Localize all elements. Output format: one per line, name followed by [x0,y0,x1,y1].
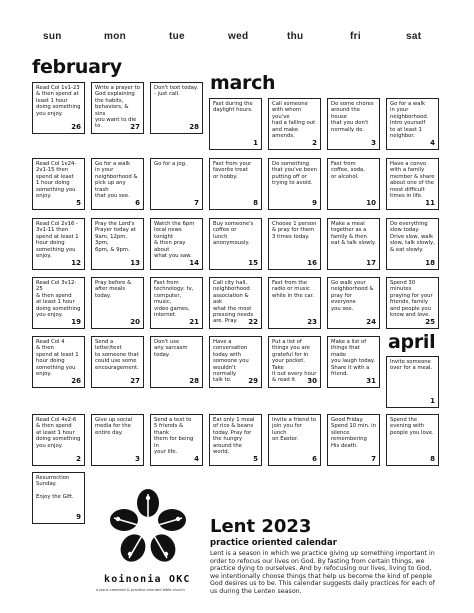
description: Lent is a season in which we practice giving up something important in order to refocus our lives on God. By fasting from certain things, we practice dying to ourselves. And by refocusing our lives, living to God, we intentionally choose things that help us become the kind of people God desires us to be. This calendar suggests daily practices for each of us during the Lenten season. [210,550,435,595]
day-text: Read Col 3v12-25 & then spend at least 1 hour doing something you enjoy. [36,280,81,319]
day-cell [327,98,380,150]
day-number: 14 [189,259,199,267]
day-cell [386,277,439,329]
day-number: 25 [425,318,435,326]
day-cell [386,158,439,210]
day-number: 17 [366,259,376,267]
day-number: 9 [312,199,317,207]
day-number: 3 [371,139,376,147]
day-text: Watch the 6pm local news tonight & then pray about what you saw. [154,221,195,260]
day-number: 10 [366,199,376,207]
day-text: Fast during the daylight hours. [213,101,253,114]
day-text: Do something that you've been putting off or trying to avoid. [272,161,317,187]
day-text: Pray before & after meals today. [95,280,132,299]
day-number: 15 [248,259,258,267]
day-cell [91,82,144,134]
day-number: 5 [253,455,258,463]
day-number: 30 [307,377,317,385]
day-cell [268,414,321,466]
day-cell [209,218,262,270]
day-text: Read Col 1v24- 2v1-15 then spend at least 1 hour doing something you enjoy. [36,161,77,200]
day-cell [32,414,85,466]
day-number: 22 [248,318,258,326]
day-text: Don't use any sarcasm today. [154,339,188,358]
day-cell [150,336,203,388]
dow-wed: wed [228,31,249,42]
day-text: Send a letter/text to someone that could use some encouragement. [95,339,139,371]
day-number: 28 [189,377,199,385]
day-number: 11 [425,199,435,207]
day-number: 4 [194,455,199,463]
day-text: Spend 30 minutes praying for your friends, family and people you know and love. [390,280,433,319]
day-number: 3 [135,455,140,463]
day-text: Call city hall, neighborhood association & ask what the most pressing needs are. Pray. [213,280,254,325]
brand-name: koinonia OKC [104,574,191,585]
dow-sat: sat [406,31,422,42]
day-text: Choose 1 person & pray for them 3 times today. [272,221,317,240]
day-number: 1 [253,139,258,147]
day-number: 16 [307,259,317,267]
day-text: Put a list of things you are grateful for in your pocket. Take it out every hour & read it. [272,339,317,384]
day-cell [209,336,262,388]
day-text: Read Col 4v2-6 & then spend at least 1 hour doing something you enjoy. [36,417,81,449]
day-cell [327,336,380,388]
day-text: Have a convo with a family member & share about one of the most difficult times in life. [390,161,435,200]
day-number: 5 [76,199,81,207]
day-cell [386,356,439,408]
day-number: 24 [366,318,376,326]
page-subtitle: practice oriented calendar [210,538,337,548]
month-march: march [210,72,276,94]
day-text: Do everything slow today. Drive slow, walk slow, talk slowly, & eat slowly. [390,221,435,253]
day-cell [91,336,144,388]
dow-thu: thu [287,31,304,42]
day-text: Have a conversation today with someone you wouldn't normally talk to. [213,339,249,384]
day-text: Invite someone over for a meal. [390,359,433,372]
day-cell [327,277,380,329]
day-cell [91,158,144,210]
day-number: 6 [135,199,140,207]
dow-mon: mon [104,31,127,42]
day-cell [327,158,380,210]
day-text: Read Col 1v1-23 & then spend at least 1 hour doing something you enjoy. [36,85,81,117]
day-number: 13 [130,259,140,267]
day-cell [327,218,380,270]
day-cell [268,336,321,388]
day-number: 1 [430,397,435,405]
day-number: 27 [130,123,140,131]
day-cell [32,82,85,134]
day-cell [91,218,144,270]
day-cell [32,158,85,210]
day-cell [32,218,85,270]
day-cell [32,277,85,329]
day-cell [386,218,439,270]
day-number: 31 [366,377,376,385]
day-text: Read Col 2v16 - 3v1-11 then spend at least 1 hour doing something you enjoy. [36,221,79,260]
day-text: Make a meal together as a family & then eat & talk slowly. [331,221,376,247]
day-cell [150,158,203,210]
month-february: february [32,56,122,78]
day-text: Buy someone's coffee or lunch anonymously. [213,221,254,247]
day-cell [386,98,439,150]
day-cell [150,82,203,134]
day-text: Good Friday. Spend 10 min. in silence remembering His death. [331,417,376,449]
day-number: 20 [130,318,140,326]
day-text: Fast from the radio or music while in the car. [272,280,314,299]
day-number: 4 [430,139,435,147]
day-number: 6 [312,455,317,463]
day-number: 23 [307,318,317,326]
day-number: 19 [71,318,81,326]
day-cell [209,414,262,466]
day-cell [386,414,439,466]
day-text: Read Col 4 & then spend at least 1 hour doing something you enjoy. [36,339,79,378]
dow-fri: fri [350,31,361,42]
day-cell [268,158,321,210]
day-text: Call someone with whom you've had a falling out and make amends. [272,101,316,140]
day-number: 26 [71,123,81,131]
day-text: Fast from coffee, soda, or alcohol. [331,161,365,180]
day-text: Don't text today. - just call. [154,85,199,98]
day-text: Invite a friend to join you for lunch on Easter. [272,417,316,443]
day-text: Fast from your favorite treat or hobby. [213,161,252,180]
day-cell [32,336,85,388]
day-number: 27 [130,377,140,385]
day-text: Write a prayer to God explaining the habits, behaviors, & sins you want to die to. [95,85,140,130]
day-cell [209,98,262,150]
day-cell [91,414,144,466]
day-text: Resurrection Sunday. Enjoy the Gift. [36,475,74,501]
day-text: Fast from technology: tv, computer, music, video games, internet. [154,280,194,319]
day-text: Give up social media for the entire day. [95,417,133,436]
day-cell [150,218,203,270]
day-cell [32,472,85,524]
brand-tagline: a jesus centered & practice oriented bible church [96,588,185,592]
month-april: april [388,331,436,353]
day-number: 18 [425,259,435,267]
day-number: 9 [76,513,81,521]
day-cell [268,277,321,329]
day-number: 8 [430,455,435,463]
day-text: Eat only 1 meal of rice & beans today. Pray for the hungry around the world. [213,417,255,456]
day-number: 2 [312,139,317,147]
day-cell [91,277,144,329]
day-text: Pray the Lord's Prayer today at 9am, 12pm, 3pm, 6pm, & 9pm. [95,221,136,253]
day-cell [150,414,203,466]
day-number: 29 [248,377,258,385]
day-text: Send a text to 5 friends & thank them for being in your life. [154,417,194,456]
day-number: 8 [253,199,258,207]
day-cell [209,277,262,329]
day-text: Go walk your neighborhood & pray for everyone you see. [331,280,374,312]
day-text: Go for a jog. [154,161,187,167]
day-number: 26 [71,377,81,385]
day-text: Go for a walk in your neighborhood & pick up any trash that you see. [95,161,138,200]
dow-tue: tue [169,31,185,42]
day-text: Go for a walk in your neighborhood. Intro yourself to at least 1 neighbor. [390,101,429,140]
day-cell [150,277,203,329]
flower-cluster-icon [102,488,194,570]
day-cell [327,414,380,466]
page-title: Lent 2023 [210,516,312,537]
day-text: Do some chores around the house that you don't normally do. [331,101,374,133]
day-cell [268,98,321,150]
day-number: 12 [71,259,81,267]
dow-sun: sun [43,31,62,42]
day-text: Spend the evening with people you love. [390,417,434,436]
day-cell [209,158,262,210]
day-number: 21 [189,318,199,326]
day-number: 7 [194,199,199,207]
day-number: 7 [371,455,376,463]
day-cell [268,218,321,270]
day-text: Make a list of things that made you laugh today. Share it with a friend. [331,339,375,378]
day-number: 2 [76,455,81,463]
day-number: 28 [189,123,199,131]
